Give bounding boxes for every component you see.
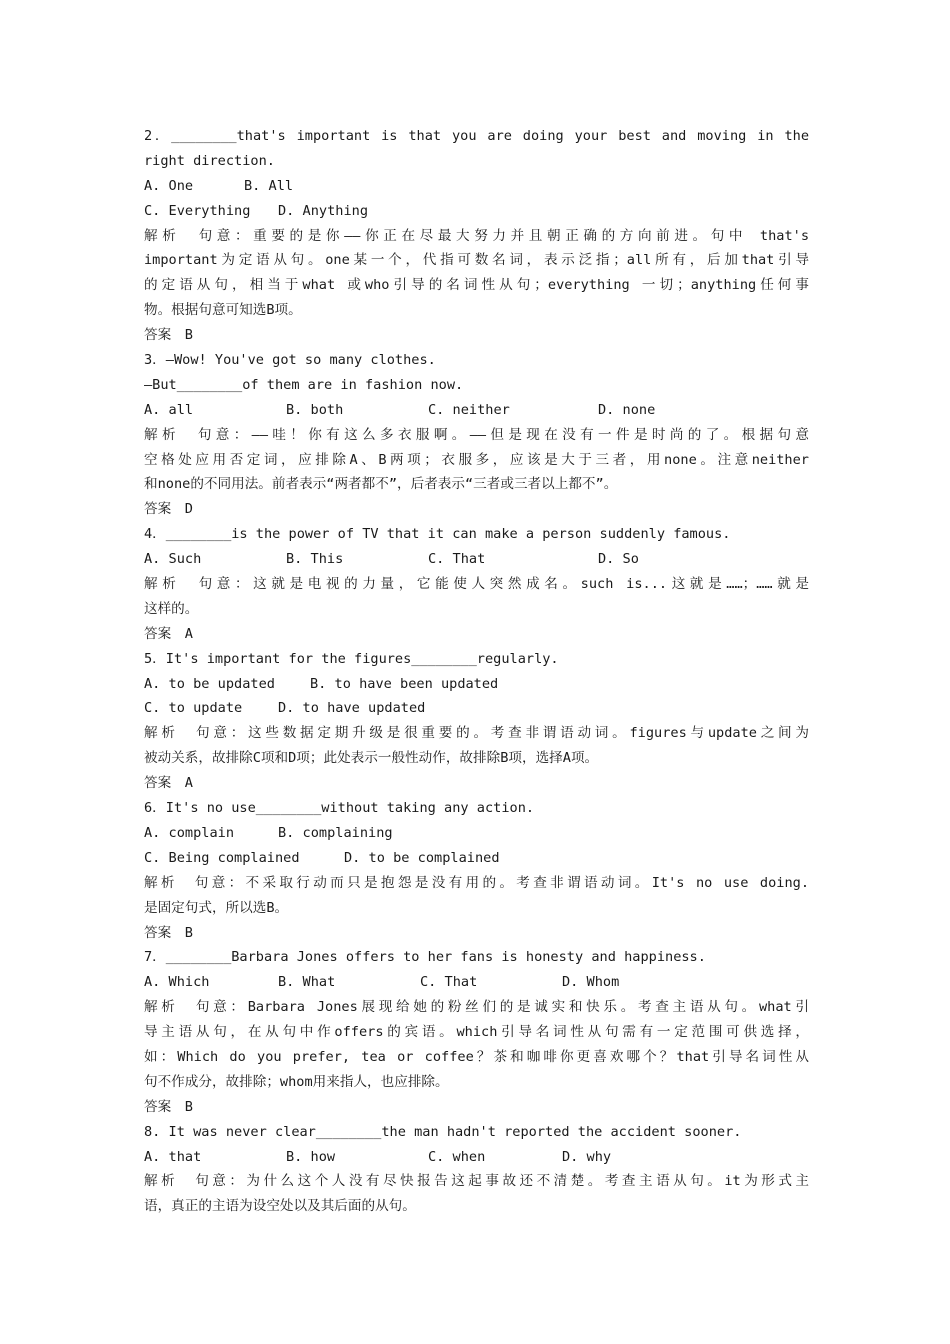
question-5-answer: 答案 A	[144, 775, 193, 792]
question-5-options-row-1	[144, 672, 809, 697]
question-7	[144, 945, 809, 1119]
option-c: C. That	[428, 551, 486, 568]
question-7-analysis-line-1: 解析 句意：Barbara Jones展现给她的粉丝们的是诚实和快乐。考查主语从句。what引	[144, 999, 809, 1016]
question-2	[144, 124, 809, 348]
option-c: C. Everything	[144, 202, 251, 219]
question-3-analysis-line-2: 空格处应用否定词，应排除A、B两项；衣服多，应该是大于三者，用none。注意neither	[144, 451, 809, 468]
option-b: B. What	[278, 974, 336, 991]
option-d: D. Whom	[562, 974, 620, 991]
question-3-answer: 答案 D	[144, 501, 193, 518]
option-a: A. Which	[144, 974, 210, 991]
question-5	[144, 647, 809, 796]
question-4-answer: 答案 A	[144, 625, 193, 642]
question-2-analysis-line-4: 物。根据句意可知选B项。	[144, 302, 302, 319]
question-2-options-row-1	[144, 174, 809, 199]
question-7-answer: 答案 B	[144, 1098, 193, 1115]
question-6-stem-line-1: 6．It's no use________without taking any action.	[144, 800, 535, 817]
option-c: C. when	[428, 1148, 486, 1165]
option-a: A. that	[144, 1148, 202, 1165]
question-8-stem-line-1: 8. It was never clear________the man hadn't reported the accident sooner.	[144, 1123, 742, 1140]
option-c: C. That	[420, 974, 478, 991]
question-4	[144, 522, 809, 646]
question-6-analysis-line-1: 解析 句意：不采取行动而只是抱怨是没有用的。考查非谓语动词。It's no use doing.	[144, 874, 809, 891]
option-d: D. to be complained	[344, 849, 500, 866]
question-7-analysis-line-4: 句不作成分，故排除；whom用来指人，也应排除。	[144, 1073, 449, 1090]
question-2-stem-line-1: 2．________that's important is that you are doing your best and moving in the	[144, 128, 809, 144]
question-5-analysis-line-1: 解析 句意：这些数据定期升级是很重要的。考查非谓语动词。figures与update之间为	[144, 725, 809, 742]
question-8	[144, 1120, 809, 1220]
option-d: D. So	[598, 551, 639, 568]
option-c: C. Being complained	[144, 849, 300, 866]
option-a: A. to be updated	[144, 675, 275, 692]
option-d: D. none	[598, 401, 656, 418]
option-b: B. to have been updated	[310, 675, 499, 692]
question-5-options-row-2	[144, 696, 809, 721]
question-4-options-row	[144, 547, 809, 572]
option-b: B. All	[244, 177, 294, 194]
question-4-analysis-line-2: 这样的。	[144, 600, 199, 617]
question-8-options-row	[144, 1145, 809, 1170]
option-a: A. One	[144, 177, 194, 194]
option-c: C. neither	[428, 401, 510, 418]
option-a: A. all	[144, 401, 194, 418]
question-5-analysis-line-2: 被动关系，故排除C项和D项；此处表示一般性动作，故排除B项，选择A项。	[144, 750, 599, 767]
option-b: B. This	[286, 551, 344, 568]
question-2-answer: 答案 B	[144, 327, 193, 344]
option-b: B. complaining	[278, 824, 393, 841]
question-3-stem-line-1: 3．—Wow! You've got so many clothes.	[144, 352, 436, 369]
question-3-analysis-line-1: 解析 句意：——哇！你有这么多衣服啊。——但是现在没有一件是时尚的了。根据句意	[144, 426, 809, 443]
option-a: A. complain	[144, 824, 235, 841]
question-2-options-row-2	[144, 199, 809, 224]
question-6-answer: 答案 B	[144, 924, 193, 941]
question-2-analysis-line-3: 的定语从句，相当于what 或who引导的名词性从句；everything 一切；anything任何事	[144, 277, 809, 294]
option-b: B. how	[286, 1148, 336, 1165]
question-7-stem-line-1: 7．________Barbara Jones offers to her fans is honesty and happiness.	[144, 949, 706, 966]
question-6-analysis-line-2: 是固定句式，所以选B。	[144, 899, 289, 916]
question-2-analysis-line-1: 解析 句意：重要的是你——你正在尽最大努力并且朝正确的方向前进。句中 that's	[144, 227, 809, 244]
question-2-stem-line-2: right direction.	[144, 152, 275, 169]
question-7-options-row	[144, 970, 809, 995]
question-7-analysis-line-2: 导主语从句，在从句中作offers的宾语。which引导名词性从句需有一定范围可供选择，	[144, 1024, 809, 1041]
question-3	[144, 348, 809, 522]
question-3-options-row	[144, 398, 809, 423]
question-2-analysis-line-2: important为定语从句。one某一个，代指可数名词，表示泛指；all所有，后加that引导	[144, 252, 809, 269]
question-8-analysis-line-1: 解析 句意：为什么这个人没有尽快报告这起事故还不清楚。考查主语从句。it为形式主	[144, 1173, 809, 1190]
question-6-options-row-1	[144, 821, 809, 846]
option-d: D. to have updated	[278, 700, 426, 717]
option-d: D. why	[562, 1148, 612, 1165]
question-7-analysis-line-3: 如：Which do you prefer, tea or coffee？茶和咖啡你更喜欢哪个？that引导名词性从	[144, 1048, 809, 1065]
question-4-stem-line-1: 4．________is the power of TV that it can make a person suddenly famous.	[144, 526, 731, 543]
question-4-analysis-line-1: 解析 句意：这就是电视的力量，它能使人突然成名。such is...这就是……；……就是	[144, 576, 809, 593]
option-d: D. Anything	[278, 202, 369, 219]
option-a: A. Such	[144, 551, 202, 568]
option-b: B. both	[286, 401, 344, 418]
question-3-analysis-line-3: 和none的不同用法。前者表示“两者都不”，后者表示“三者或三者以上都不”。	[144, 476, 618, 493]
document-page	[144, 124, 809, 1219]
question-6-options-row-2	[144, 846, 809, 871]
question-8-analysis-line-2: 语，真正的主语为设空处以及其后面的从句。	[144, 1198, 416, 1215]
question-6	[144, 796, 809, 945]
option-c: C. to update	[144, 700, 243, 717]
question-5-stem-line-1: 5．It's important for the figures________regularly.	[144, 650, 559, 667]
question-3-stem-line-2: —But________of them are in fashion now.	[144, 376, 464, 393]
